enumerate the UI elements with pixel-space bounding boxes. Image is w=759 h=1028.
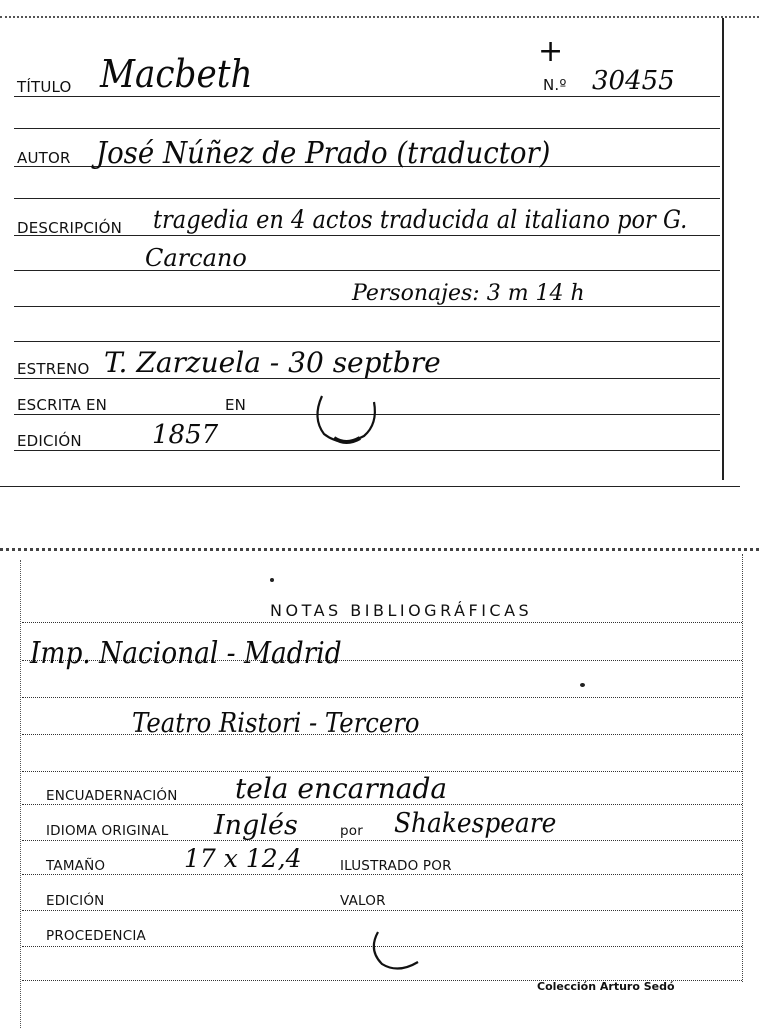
ruled-line [22, 874, 742, 875]
escrita-en-label: ESCRITA EN [17, 396, 108, 414]
idioma-value: Inglés [214, 810, 298, 841]
descripcion-line2: Carcano [145, 244, 247, 272]
top-edge [0, 548, 759, 551]
estreno-value: T. Zarzuela - 30 septbre [104, 346, 441, 379]
tamano-value: 17 x 12,4 [184, 844, 302, 873]
titulo-label: TÍTULO [17, 78, 72, 96]
edicion-label: EDICIÓN [46, 893, 105, 909]
numero-value: 30455 [592, 66, 675, 96]
edicion-value: 1857 [152, 420, 219, 450]
back-index-card [0, 540, 759, 1028]
notes-line1: Imp. Nacional - Madrid [30, 636, 342, 671]
speck [270, 578, 274, 582]
en-label: EN [225, 396, 247, 414]
por-label: por [340, 823, 363, 839]
top-edge [0, 16, 759, 18]
notes-line2: Teatro Ristori - Tercero [132, 708, 420, 739]
ruled-line [14, 450, 720, 451]
ruled-line [22, 910, 742, 911]
numero-mark: + [538, 34, 564, 69]
descripcion-label: DESCRIPCIÓN [17, 219, 123, 237]
front-index-card [0, 0, 759, 495]
titulo-value: Macbeth [100, 52, 253, 96]
punch-hole-mark [308, 378, 384, 450]
autor-label: AUTOR [17, 149, 71, 167]
ruled-line [14, 128, 720, 129]
encuadernacion-value: tela encarnada [235, 772, 448, 805]
punch-hole-mark [364, 924, 428, 976]
heading: NOTAS BIBLIOGRÁFICAS [270, 601, 533, 620]
speck [580, 683, 585, 687]
valor-label: VALOR [340, 893, 386, 909]
ruled-line [14, 96, 720, 97]
autor-value: José Núñez de Prado (traductor) [96, 136, 551, 171]
personajes: Personajes: 3 m 14 h [352, 281, 585, 306]
ruled-line [14, 306, 720, 307]
left-border [20, 560, 21, 1028]
ruled-line [22, 622, 742, 623]
procedencia-label: PROCEDENCIA [46, 928, 146, 944]
ruled-line [22, 840, 742, 841]
bottom-edge [0, 486, 740, 487]
por-value: Shakespeare [394, 808, 557, 839]
estreno-label: ESTRENO [17, 360, 90, 378]
descripcion-line1: tragedia en 4 actos traducida al italiano por G. [153, 205, 688, 234]
ilustrado-label: ILUSTRADO POR [340, 858, 452, 874]
edicion-label: EDICIÓN [17, 432, 82, 450]
tamano-label: TAMAÑO [46, 858, 106, 874]
idioma-label: IDIOMA ORIGINAL [46, 823, 169, 839]
encuadernacion-label: ENCUADERNACIÓN [46, 788, 178, 804]
right-border [742, 554, 743, 982]
ruled-line [14, 270, 720, 271]
right-border [722, 18, 724, 480]
numero-label: N.º [543, 76, 567, 94]
ruled-line [22, 697, 742, 698]
collection-credit: Colección Arturo Sedó [537, 980, 675, 993]
ruled-line [14, 198, 720, 199]
ruled-line [14, 341, 720, 342]
